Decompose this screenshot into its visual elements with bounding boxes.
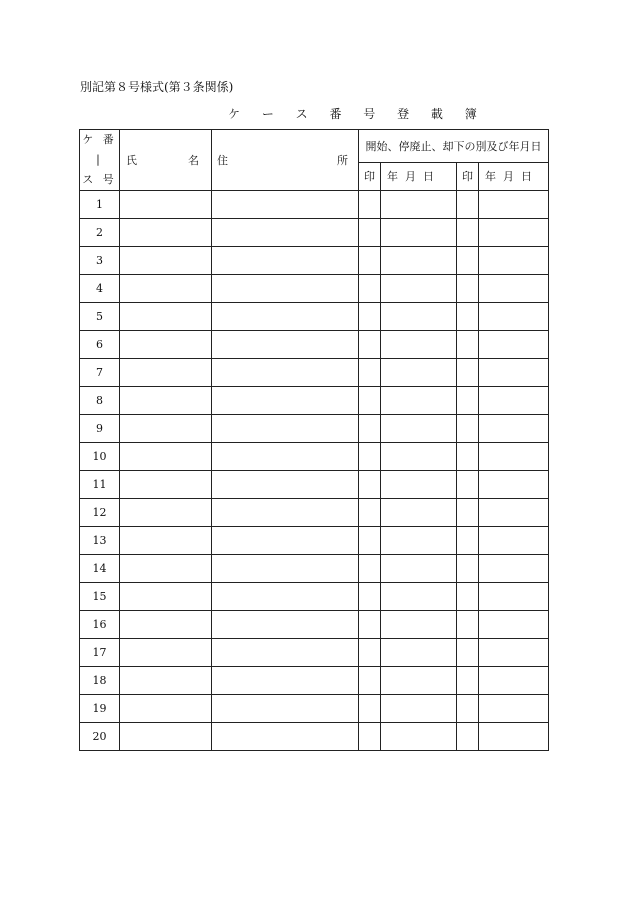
name-header-char1: 氏 bbox=[126, 154, 137, 167]
date-cell-2 bbox=[479, 387, 549, 415]
table-row bbox=[80, 723, 549, 751]
row-number: 20 bbox=[80, 723, 120, 751]
register-table bbox=[79, 129, 549, 751]
table-row bbox=[80, 639, 549, 667]
address-header-char1: 住 bbox=[217, 154, 228, 167]
seal-cell-1 bbox=[359, 639, 381, 667]
table-row bbox=[80, 359, 549, 387]
date-cell-1 bbox=[381, 191, 457, 219]
document-title: ケ ー ス 番 号 登 載 簿 bbox=[228, 107, 486, 121]
date-header-1: 年 月 日 bbox=[381, 162, 457, 190]
row-number: 12 bbox=[80, 499, 120, 527]
name-cell bbox=[120, 219, 212, 247]
table-row bbox=[80, 499, 549, 527]
address-cell bbox=[212, 611, 359, 639]
register-body bbox=[80, 191, 549, 751]
date-cell-1 bbox=[381, 247, 457, 275]
row-number: 7 bbox=[80, 359, 120, 387]
seal-cell-1 bbox=[359, 359, 381, 387]
address-cell bbox=[212, 639, 359, 667]
address-cell bbox=[212, 359, 359, 387]
date-cell-1 bbox=[381, 387, 457, 415]
status-date-header: 開始、停廃止、却下の別及び年月日 bbox=[359, 130, 549, 163]
date-cell-1 bbox=[381, 359, 457, 387]
seal-cell-1 bbox=[359, 555, 381, 583]
seal-cell-2 bbox=[457, 667, 479, 695]
name-cell bbox=[120, 471, 212, 499]
address-cell bbox=[212, 191, 359, 219]
date-cell-2 bbox=[479, 639, 549, 667]
seal-header-2: 印 bbox=[457, 162, 479, 190]
address-cell bbox=[212, 247, 359, 275]
seal-cell-1 bbox=[359, 331, 381, 359]
seal-cell-1 bbox=[359, 667, 381, 695]
address-cell bbox=[212, 387, 359, 415]
seal-cell-2 bbox=[457, 191, 479, 219]
name-cell bbox=[120, 387, 212, 415]
row-number: 19 bbox=[80, 695, 120, 723]
date-cell-2 bbox=[479, 303, 549, 331]
name-header bbox=[120, 130, 212, 191]
table-row bbox=[80, 247, 549, 275]
row-number: 10 bbox=[80, 443, 120, 471]
date-cell-2 bbox=[479, 443, 549, 471]
seal-cell-2 bbox=[457, 303, 479, 331]
name-cell bbox=[120, 359, 212, 387]
seal-cell-1 bbox=[359, 387, 381, 415]
table-row bbox=[80, 443, 549, 471]
seal-cell-1 bbox=[359, 247, 381, 275]
table-row bbox=[80, 471, 549, 499]
date-cell-1 bbox=[381, 639, 457, 667]
seal-cell-2 bbox=[457, 555, 479, 583]
date-cell-2 bbox=[479, 583, 549, 611]
seal-cell-1 bbox=[359, 219, 381, 247]
table-row bbox=[80, 219, 549, 247]
table-row bbox=[80, 191, 549, 219]
row-number: 8 bbox=[80, 387, 120, 415]
name-cell bbox=[120, 443, 212, 471]
date-cell-1 bbox=[381, 471, 457, 499]
seal-cell-1 bbox=[359, 303, 381, 331]
date-cell-1 bbox=[381, 611, 457, 639]
seal-cell-2 bbox=[457, 527, 479, 555]
case-number-header bbox=[80, 130, 120, 191]
row-number: 16 bbox=[80, 611, 120, 639]
seal-cell-1 bbox=[359, 443, 381, 471]
address-cell bbox=[212, 219, 359, 247]
row-number: 17 bbox=[80, 639, 120, 667]
date-header-2: 年 月 日 bbox=[479, 162, 549, 190]
table-row bbox=[80, 527, 549, 555]
address-header bbox=[212, 130, 359, 191]
table-row bbox=[80, 695, 549, 723]
date-cell-1 bbox=[381, 219, 457, 247]
address-cell bbox=[212, 723, 359, 751]
address-cell bbox=[212, 527, 359, 555]
date-cell-2 bbox=[479, 723, 549, 751]
seal-cell-2 bbox=[457, 219, 479, 247]
seal-cell-2 bbox=[457, 471, 479, 499]
form-label: 別記第８号様式(第３条関係) bbox=[80, 80, 234, 94]
name-cell bbox=[120, 611, 212, 639]
seal-cell-1 bbox=[359, 191, 381, 219]
date-cell-2 bbox=[479, 247, 549, 275]
date-cell-1 bbox=[381, 667, 457, 695]
seal-cell-2 bbox=[457, 611, 479, 639]
row-number: 1 bbox=[80, 191, 120, 219]
name-cell bbox=[120, 527, 212, 555]
name-cell bbox=[120, 555, 212, 583]
seal-cell-2 bbox=[457, 583, 479, 611]
date-cell-2 bbox=[479, 275, 549, 303]
row-number: 3 bbox=[80, 247, 120, 275]
table-row bbox=[80, 275, 549, 303]
seal-cell-1 bbox=[359, 723, 381, 751]
name-cell bbox=[120, 331, 212, 359]
case-header-line2: | bbox=[96, 153, 103, 166]
seal-cell-1 bbox=[359, 695, 381, 723]
table-row bbox=[80, 555, 549, 583]
seal-cell-1 bbox=[359, 275, 381, 303]
table-row bbox=[80, 387, 549, 415]
name-cell bbox=[120, 415, 212, 443]
table-row bbox=[80, 611, 549, 639]
seal-cell-1 bbox=[359, 583, 381, 611]
seal-cell-2 bbox=[457, 331, 479, 359]
name-cell bbox=[120, 275, 212, 303]
address-cell bbox=[212, 555, 359, 583]
date-cell-2 bbox=[479, 359, 549, 387]
seal-cell-2 bbox=[457, 387, 479, 415]
name-cell bbox=[120, 723, 212, 751]
date-cell-1 bbox=[381, 723, 457, 751]
name-cell bbox=[120, 303, 212, 331]
seal-cell-2 bbox=[457, 499, 479, 527]
name-cell bbox=[120, 639, 212, 667]
address-cell bbox=[212, 275, 359, 303]
address-cell bbox=[212, 499, 359, 527]
case-header-line1: ケ 番 bbox=[82, 133, 117, 146]
date-cell-2 bbox=[479, 415, 549, 443]
date-cell-2 bbox=[479, 611, 549, 639]
date-cell-1 bbox=[381, 415, 457, 443]
row-number: 11 bbox=[80, 471, 120, 499]
seal-cell-2 bbox=[457, 275, 479, 303]
seal-cell-2 bbox=[457, 247, 479, 275]
table-row bbox=[80, 667, 549, 695]
row-number: 18 bbox=[80, 667, 120, 695]
address-cell bbox=[212, 443, 359, 471]
table-row bbox=[80, 415, 549, 443]
row-number: 9 bbox=[80, 415, 120, 443]
date-cell-1 bbox=[381, 583, 457, 611]
date-cell-1 bbox=[381, 527, 457, 555]
date-cell-2 bbox=[479, 695, 549, 723]
address-cell bbox=[212, 667, 359, 695]
table-row bbox=[80, 331, 549, 359]
date-cell-2 bbox=[479, 527, 549, 555]
address-cell bbox=[212, 471, 359, 499]
seal-cell-1 bbox=[359, 611, 381, 639]
name-cell bbox=[120, 695, 212, 723]
seal-cell-2 bbox=[457, 639, 479, 667]
date-cell-2 bbox=[479, 667, 549, 695]
seal-cell-2 bbox=[457, 415, 479, 443]
row-number: 5 bbox=[80, 303, 120, 331]
row-number: 15 bbox=[80, 583, 120, 611]
date-cell-2 bbox=[479, 499, 549, 527]
address-cell bbox=[212, 583, 359, 611]
row-number: 4 bbox=[80, 275, 120, 303]
date-cell-2 bbox=[479, 219, 549, 247]
seal-header-1: 印 bbox=[359, 162, 381, 190]
seal-cell-1 bbox=[359, 499, 381, 527]
name-cell bbox=[120, 191, 212, 219]
date-cell-2 bbox=[479, 555, 549, 583]
case-header-line3: ス 号 bbox=[82, 173, 117, 186]
date-cell-2 bbox=[479, 471, 549, 499]
row-number: 6 bbox=[80, 331, 120, 359]
date-cell-1 bbox=[381, 443, 457, 471]
table-row bbox=[80, 303, 549, 331]
name-cell bbox=[120, 667, 212, 695]
row-number: 2 bbox=[80, 219, 120, 247]
table-row bbox=[80, 583, 549, 611]
address-cell bbox=[212, 303, 359, 331]
date-cell-2 bbox=[479, 191, 549, 219]
name-cell bbox=[120, 247, 212, 275]
seal-cell-2 bbox=[457, 723, 479, 751]
address-header-char2: 所 bbox=[337, 154, 348, 167]
seal-cell-2 bbox=[457, 443, 479, 471]
seal-cell-1 bbox=[359, 527, 381, 555]
date-cell-1 bbox=[381, 303, 457, 331]
seal-cell-1 bbox=[359, 415, 381, 443]
date-cell-1 bbox=[381, 331, 457, 359]
row-number: 13 bbox=[80, 527, 120, 555]
address-cell bbox=[212, 695, 359, 723]
date-cell-1 bbox=[381, 555, 457, 583]
name-header-char2: 名 bbox=[188, 154, 199, 167]
date-cell-1 bbox=[381, 499, 457, 527]
seal-cell-2 bbox=[457, 695, 479, 723]
row-number: 14 bbox=[80, 555, 120, 583]
date-cell-1 bbox=[381, 695, 457, 723]
name-cell bbox=[120, 583, 212, 611]
date-cell-2 bbox=[479, 331, 549, 359]
seal-cell-2 bbox=[457, 359, 479, 387]
seal-cell-1 bbox=[359, 471, 381, 499]
address-cell bbox=[212, 415, 359, 443]
address-cell bbox=[212, 331, 359, 359]
name-cell bbox=[120, 499, 212, 527]
date-cell-1 bbox=[381, 275, 457, 303]
